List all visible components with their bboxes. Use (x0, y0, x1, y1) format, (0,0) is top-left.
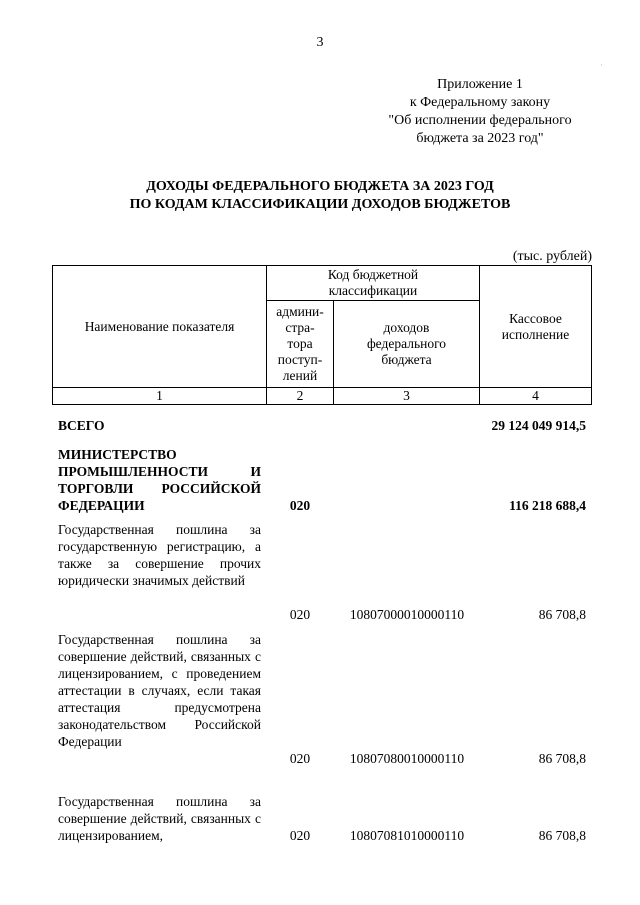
row-amount: 86 708,8 (538, 828, 586, 843)
units-label: (тыс. рублей) (512, 249, 592, 264)
appendix-line: к Федеральному закону (409, 95, 551, 110)
row-income-code: 10807000010000110 (349, 607, 465, 622)
row-admin-code: 020 (289, 607, 311, 622)
column-number-3 (333, 387, 480, 405)
title-line: ДОХОДЫ ФЕДЕРАЛЬНОГО БЮДЖЕТА ЗА 2023 ГОД (146, 179, 494, 194)
header-code-group-cell (266, 265, 480, 301)
row-amount: 86 708,8 (538, 607, 586, 622)
appendix-line: Приложение 1 (437, 77, 523, 92)
row-name: Государственная пошлина за совершение действий, связанных с лицензированием, (58, 794, 261, 843)
header-name-text: Наименование показателя (84, 318, 235, 334)
header-execution-cell (479, 265, 592, 388)
header-name-cell (52, 265, 267, 388)
row-amount: 86 708,8 (538, 751, 586, 766)
row-income-code: 10807080010000110 (349, 751, 465, 766)
table-row (0, 793, 640, 844)
column-number-text: 4 (532, 388, 539, 403)
column-number-text: 1 (156, 388, 163, 403)
row-admin-code: 020 (289, 828, 311, 843)
edge-dot: · (600, 60, 603, 70)
table-row-ministry (0, 446, 640, 514)
header-income-cell (333, 300, 480, 388)
header-admin-text: админи- стра- тора поступ- лений (276, 304, 324, 383)
row-name: Государственная пошлина за совершение действий, связанных с лицензированием, с проведением аттестации в случаях, если такая аттестация предусмотрена законодательством Российской Федерации (58, 632, 261, 749)
appendix-line: "Об исполнении федерального (388, 113, 572, 128)
header-execution-text: Кассовое исполнение (501, 310, 570, 342)
header-code-group-text: Код бюджетной классификации (327, 267, 419, 298)
page-number: 3 (316, 35, 324, 50)
column-number-text: 3 (403, 388, 410, 403)
row-amount: 29 124 049 914,5 (491, 418, 586, 433)
table-row (0, 631, 640, 767)
appendix-note (360, 76, 600, 148)
table-header (52, 265, 592, 405)
row-name: Государственная пошлина за государственную регистрацию, а также за совершение прочих юридически значимых действий (58, 522, 261, 588)
column-number-2 (266, 387, 334, 405)
row-admin-code: 020 (289, 498, 311, 513)
table-row-total (0, 417, 640, 434)
document-title (40, 178, 600, 214)
title-line: ПО КОДАМ КЛАССИФИКАЦИИ ДОХОДОВ БЮДЖЕТОВ (129, 197, 511, 212)
row-name: МИНИСТЕРСТВО ПРОМЫШЛЕННОСТИ И ТОРГОВЛИ РОССИЙСКОЙ ФЕДЕРАЦИИ (58, 447, 261, 513)
row-admin-code: 020 (289, 751, 311, 766)
header-income-text: доходов федерального бюджета (366, 320, 447, 367)
row-income-code: 10807081010000110 (349, 828, 465, 843)
row-name: ВСЕГО (58, 418, 105, 433)
appendix-line: бюджета за 2023 год" (416, 131, 544, 146)
table-row (0, 521, 640, 623)
row-amount: 116 218 688,4 (509, 498, 586, 513)
column-number-text: 2 (296, 388, 304, 403)
header-admin-cell (266, 300, 334, 388)
column-number-4 (479, 387, 592, 405)
column-number-1 (52, 387, 267, 405)
